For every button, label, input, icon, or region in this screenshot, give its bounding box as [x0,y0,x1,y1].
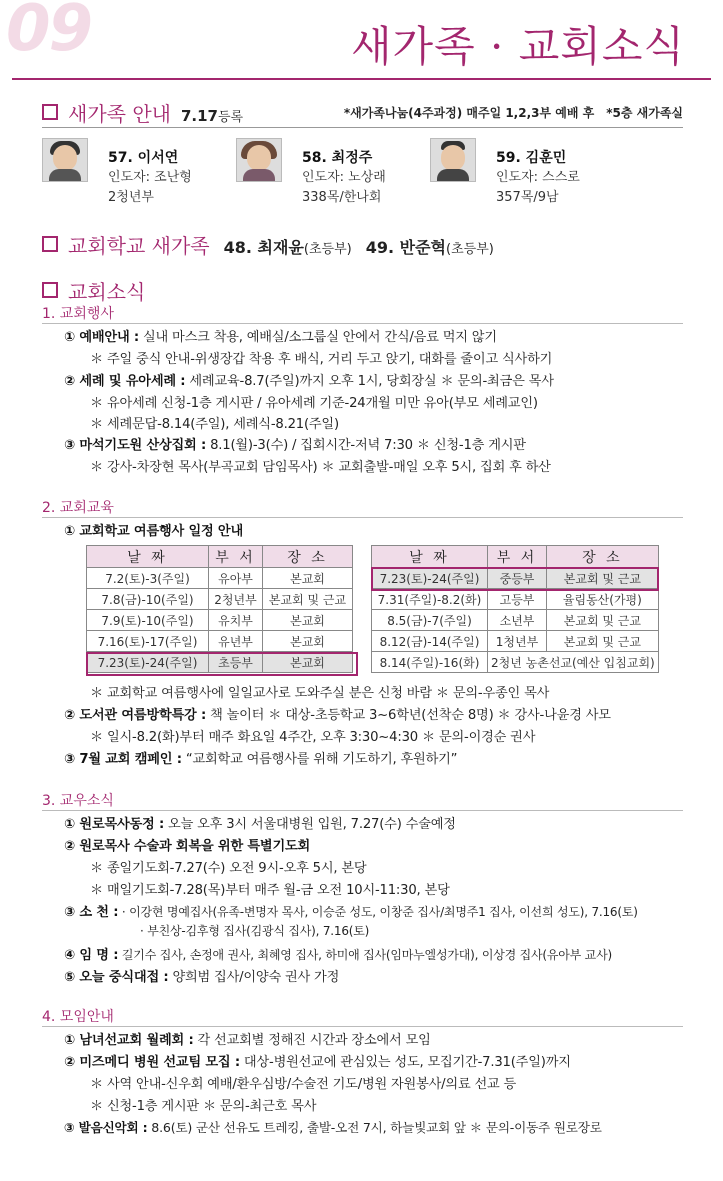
table-row: 8.5(금)-7(주일) 소년부 본교회 및 근교 [372,610,659,631]
subsection-title: 3. 교우소식 [42,793,114,809]
square-bullet-icon [42,236,58,252]
table-header: 장 소 [547,546,659,568]
school-member-name: 48. 최재윤 [223,238,304,257]
member-photo [42,138,88,182]
school-member-dept: (초등부) [446,242,494,257]
member-guide: 인도자: 스스로 [496,170,580,185]
page-title: 새가족 · 교회소식 [350,22,685,71]
subsection-title: 1. 교회행사 [42,306,114,322]
member-photo [430,138,476,182]
text-line: ① 원로목사동정 : 오늘 오후 3시 서울대병원 입원, 7.27(수) 수술예정 [64,817,456,832]
registration-suffix: 등록 [217,110,244,125]
square-bullet-icon [42,104,58,120]
text-line: ① 교회학교 여름행사 일정 안내 [64,524,243,539]
text-line: ＊ 사역 안내-신우회 예배/환우심방/수술전 기도/병원 자원봉사/의료 선교 등 [90,1077,517,1092]
subsection-divider [42,1026,683,1027]
text-line: ③ 발음신악회 : 8.6(토) 군산 선유도 트레킹, 출발-오전 7시, 하늘빛교회 앞 ＊ 문의-이동주 원로장로 [64,1120,602,1135]
table-header: 부 서 [488,546,547,568]
registration-date: 7.17 [180,107,218,125]
square-bullet-icon [42,282,58,298]
new-family-note-2: *5층 새가족실 [606,106,683,120]
table-row: 8.14(주일)-16(화) 2청년 농촌선교(예산 입침교회) [372,652,659,673]
table-row: 8.12(금)-14(주일) 1청년부 본교회 및 근교 [372,631,659,652]
member-guide: 인도자: 조난형 [108,170,192,185]
table-header: 부 서 [209,546,263,568]
subsection-divider [42,517,683,518]
text-line: ① 예배안내 : 실내 마스크 착용, 예배실/소그룹실 안에서 간식/음료 먹지 않기 [64,330,497,345]
member-group: 357목/9남 [496,190,559,205]
member-name: 58. 최정주 [302,150,373,166]
member-photo [236,138,282,182]
text-line: ③ 소 천 : · 이강현 명예집사(유족-변명자 목사, 이승준 성도, 이창준 집사/최명주1 집사, 이선희 성도), 7.16(토) [64,905,638,920]
text-line: ＊ 유아세례 신청-1층 게시판 / 유아세례 기준-24개월 미만 유아(부모 세례교인) [90,396,538,411]
text-line: ＊ 교회학교 여름행사에 일일교사로 도와주실 분은 신청 바람 ＊ 문의-우종인 목사 [90,686,550,701]
table-header: 날 짜 [87,546,209,568]
member-group: 2청년부 [108,190,154,205]
table-row: 7.9(토)-10(주일) 유치부 본교회 [87,610,353,631]
school-member-dept: (초등부) [303,242,352,257]
subsection-title: 4. 모임안내 [42,1009,114,1025]
new-family-title: 새가족 안내 [68,102,171,126]
news-heading [42,276,145,305]
member-group: 338목/한나회 [302,190,382,205]
text-line: ② 도서관 여름방학특강 : 책 놀이터 ＊ 대상-초등학교 3~6학년(선착순 8명) ＊ 강사-나윤경 사모 [64,708,611,723]
member-name: 59. 김훈민 [496,150,567,166]
text-line: ③ 마석기도원 산상집회 : 8.1(월)-3(수) / 집회시간-저녁 7:30 ＊ 신청-1층 게시판 [64,438,526,453]
text-line: ＊ 강사-차장현 목사(부곡교회 담임목사) ＊ 교회출발-매일 오후 5시, 집회 후 하산 [90,460,551,475]
text-line: ＊ 세례문답-8.14(주일), 세례식-8.21(주일) [90,417,339,432]
section-divider [42,127,683,128]
text-line: ② 세례 및 유아세례 : 세례교육-8.7(주일)까지 오후 1시, 당회장실 ＊ 문의-최금은 목사 [64,374,554,389]
title-divider [12,78,711,80]
subsection-title: 2. 교회교육 [42,500,114,516]
school-family-title: 교회학교 새가족 [68,234,210,258]
table-header: 장 소 [263,546,353,568]
table-row: 7.16(토)-17(주일) 유년부 본교회 [87,631,353,652]
page-number: 09 [6,0,92,66]
text-line: ＊ 신청-1층 게시판 ＊ 문의-최근호 목사 [90,1099,317,1114]
news-title: 교회소식 [68,280,146,304]
text-line: ④ 임 명 : 길기수 집사, 손정애 권사, 최혜영 집사, 하미애 집사(임마누엘성가대), 이상경 집사(유아부 교사) [64,948,612,963]
text-line: ＊ 주일 중식 안내-위생장갑 착용 후 배식, 거리 두고 앉기, 대화를 줄이고 식사하기 [90,352,553,367]
schedule-table-right [371,545,659,673]
text-line: ② 미즈메디 병원 선교팀 모집 : 대상-병원선교에 관심있는 성도, 모집기간-7.31(주일)까지 [64,1055,571,1070]
new-family-note [332,104,683,121]
new-family-note-1: *새가족나눔(4주과정) 매주일 1,2,3부 예배 후 [343,106,595,120]
table-header: 날 짜 [372,546,488,568]
table-row: 7.2(토)-3(주일) 유아부 본교회 [87,568,353,589]
member-guide: 인도자: 노상래 [302,170,386,185]
text-line: · 부친상-김후형 집사(김광식 집사), 7.16(토) [140,924,370,938]
text-line: ③ 7월 교회 캠페인 : “교회학교 여름행사를 위해 기도하기, 후원하기” [64,752,458,767]
text-line: ② 원로목사 수술과 회복을 위한 특별기도회 [64,839,311,854]
text-line: ＊ 종일기도회-7.27(수) 오전 9시-오후 5시, 본당 [90,861,367,876]
table-row: 7.31(주일)-8.2(화) 고등부 율림동산(가평) [372,589,659,610]
subsection-divider [42,323,683,324]
text-line: ① 남녀선교회 월례회 : 각 선교회별 정해진 시간과 장소에서 모임 [64,1033,431,1048]
school-family-heading [42,230,494,259]
new-family-heading [42,98,243,127]
schedule-table-left [86,545,353,673]
text-line: ＊ 매일기도회-7.28(목)부터 매주 월-금 오전 10시-11:30, 본당 [90,883,450,898]
table-row: 7.23(토)-24(주일) 중등부 본교회 및 근교 [372,568,659,589]
table-row: 7.8(금)-10(주일) 2청년부 본교회 및 근교 [87,589,353,610]
subsection-divider [42,810,683,811]
school-member-name: 49. 반준혁 [365,238,447,257]
table-row: 7.23(토)-24(주일) 초등부 본교회 [87,652,353,673]
text-line: ＊ 일시-8.2(화)부터 매주 화요일 4주간, 오후 3:30~4:30 ＊ 문의-이경순 권사 [90,730,536,745]
text-line: ⑤ 오늘 중식대접 : 양희범 집사/이양숙 권사 가정 [64,970,340,985]
member-name: 57. 이서연 [108,150,179,166]
